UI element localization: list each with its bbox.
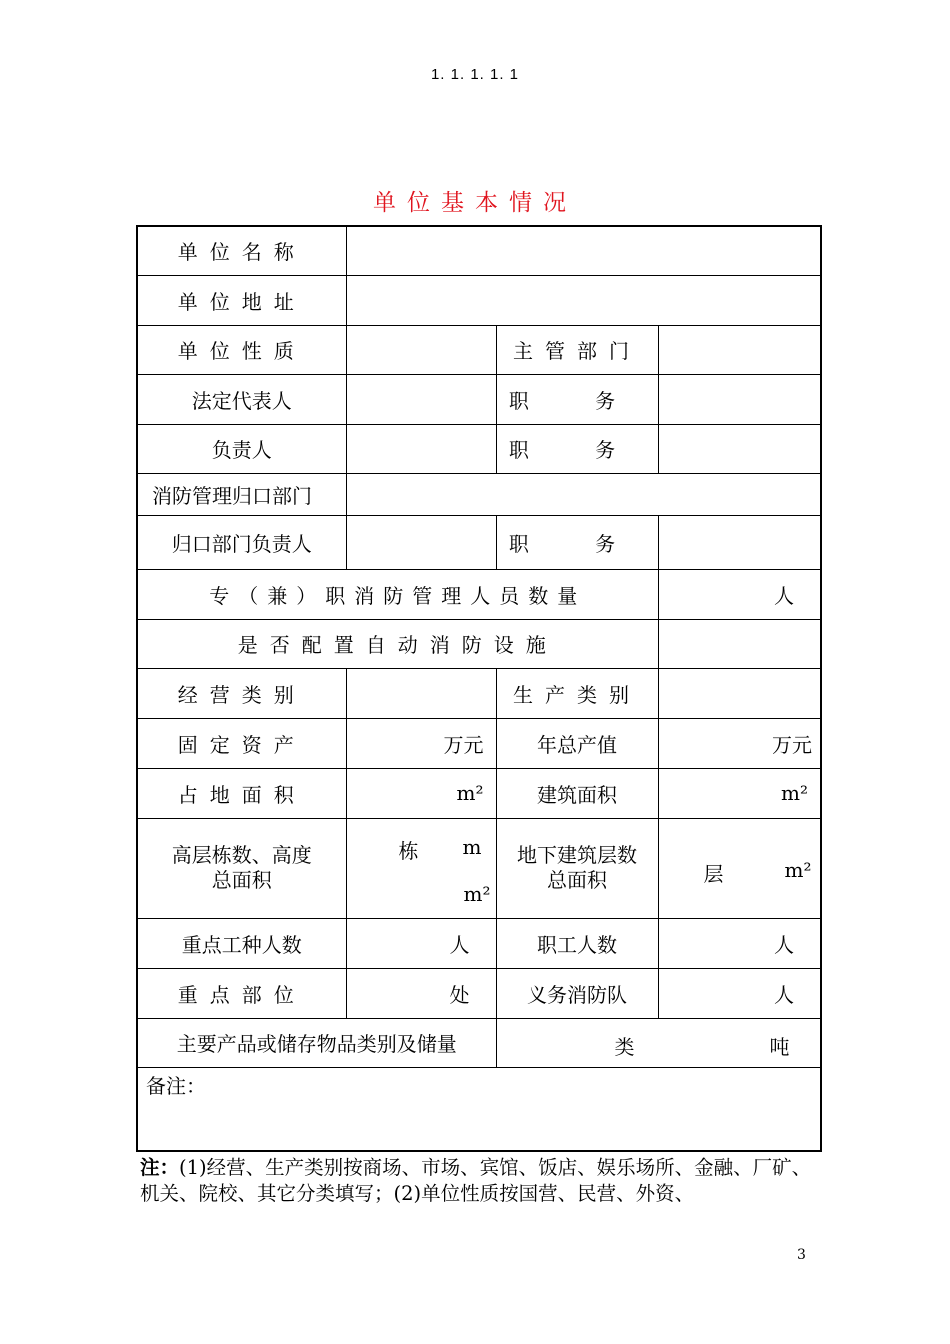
label-highrise — [137, 818, 346, 918]
footnote-text: (1)经营、生产类别按商场、市场、宾馆、饭店、娱乐场所、金融、厂矿、机关、院校、其它分类填写；(2)单位性质按国营、民营、外资、 — [140, 1156, 812, 1205]
field-supervisor-dept[interactable] — [658, 325, 821, 374]
unit-person-3: 人 — [774, 932, 794, 957]
label-fire-dept: 消防管理归口部门 — [137, 473, 346, 515]
label-volunteer-team: 义务消防队 — [496, 968, 658, 1018]
field-highrise[interactable] — [346, 818, 496, 918]
label-land-area: 占地面积 — [137, 768, 346, 818]
label-position-2: 职 务 — [496, 424, 658, 473]
field-remarks[interactable] — [137, 1067, 821, 1151]
page-header: 1. 1. 1. 1. 1 — [430, 66, 520, 83]
label-highrise-line2: 总面积 — [211, 868, 272, 892]
label-remarks: 备注： — [146, 1073, 206, 1098]
field-unit-name[interactable] — [346, 226, 821, 275]
field-employees[interactable] — [658, 918, 821, 968]
label-fire-staff-count: 专（兼）职消防管理人员数量 — [137, 569, 658, 619]
label-key-workers: 重点工种人数 — [137, 918, 346, 968]
unit-person-2: 人 — [449, 932, 470, 957]
unit-m2-3: m² — [463, 881, 491, 906]
unit-m2-1: m² — [456, 781, 484, 805]
field-products[interactable] — [496, 1018, 821, 1067]
unit-m: m — [462, 834, 482, 859]
field-key-parts[interactable] — [346, 968, 496, 1018]
field-auto-fire[interactable] — [658, 619, 821, 668]
label-production-type: 生产类别 — [496, 668, 658, 718]
label-underground — [496, 818, 658, 918]
page-title: 单位基本情况 — [373, 190, 577, 216]
label-supervisor-dept: 主管部门 — [496, 325, 658, 374]
unit-person: 人 — [774, 583, 794, 608]
field-fire-staff-count[interactable] — [658, 569, 821, 619]
label-auto-fire: 是否配置自动消防设施 — [137, 619, 658, 668]
field-legal-rep[interactable] — [346, 374, 496, 424]
label-building-area: 建筑面积 — [496, 768, 658, 818]
field-unit-address[interactable] — [346, 275, 821, 325]
unit-ceng: 层 — [703, 861, 724, 886]
page-number: 3 — [797, 1247, 806, 1263]
label-highrise-line1: 高层栋数、高度 — [171, 843, 312, 867]
field-fire-dept[interactable] — [346, 473, 821, 515]
field-position-3[interactable] — [658, 515, 821, 569]
label-underground-line1: 地下建筑层数 — [517, 843, 637, 867]
label-person-in-charge: 负责人 — [137, 424, 346, 473]
field-business-type[interactable] — [346, 668, 496, 718]
unit-m2-2: m² — [781, 781, 808, 805]
label-unit-address: 单位地址 — [137, 275, 346, 325]
label-position-3: 职 务 — [496, 515, 658, 569]
field-position-2[interactable] — [658, 424, 821, 473]
field-underground[interactable] — [658, 818, 821, 918]
unit-info-table — [136, 225, 822, 1152]
label-dept-head: 归口部门负责人 — [137, 515, 346, 569]
field-person-in-charge[interactable] — [346, 424, 496, 473]
unit-m2-4: m² — [784, 857, 812, 882]
unit-chu: 处 — [449, 982, 470, 1007]
label-fixed-assets: 固定资产 — [137, 718, 346, 768]
field-key-workers[interactable] — [346, 918, 496, 968]
unit-lei: 类 — [614, 1034, 635, 1059]
field-building-area[interactable] — [658, 768, 821, 818]
unit-wanyuan-1: 万元 — [443, 732, 484, 757]
field-annual-output[interactable] — [658, 718, 821, 768]
label-unit-nature: 单位性质 — [137, 325, 346, 374]
footnote-label: 注： — [140, 1156, 180, 1179]
field-unit-nature[interactable] — [346, 325, 496, 374]
field-production-type[interactable] — [658, 668, 821, 718]
label-position-1: 职 务 — [496, 374, 658, 424]
label-business-type: 经营类别 — [137, 668, 346, 718]
unit-person-4: 人 — [774, 982, 794, 1007]
label-unit-name: 单位名称 — [137, 226, 346, 275]
unit-wanyuan-2: 万元 — [772, 732, 812, 757]
label-key-parts: 重点部位 — [137, 968, 346, 1018]
field-fixed-assets[interactable] — [346, 718, 496, 768]
label-underground-line2: 总面积 — [547, 868, 607, 892]
label-annual-output: 年总产值 — [496, 718, 658, 768]
footnote — [140, 1155, 830, 1207]
field-land-area[interactable] — [346, 768, 496, 818]
unit-dun: 吨 — [769, 1034, 790, 1059]
unit-dong: 栋 — [398, 838, 419, 863]
label-products: 主要产品或储存物品类别及储量 — [137, 1018, 496, 1067]
field-volunteer-team[interactable] — [658, 968, 821, 1018]
label-legal-rep: 法定代表人 — [137, 374, 346, 424]
field-position-1[interactable] — [658, 374, 821, 424]
field-dept-head[interactable] — [346, 515, 496, 569]
label-employees: 职工人数 — [496, 918, 658, 968]
